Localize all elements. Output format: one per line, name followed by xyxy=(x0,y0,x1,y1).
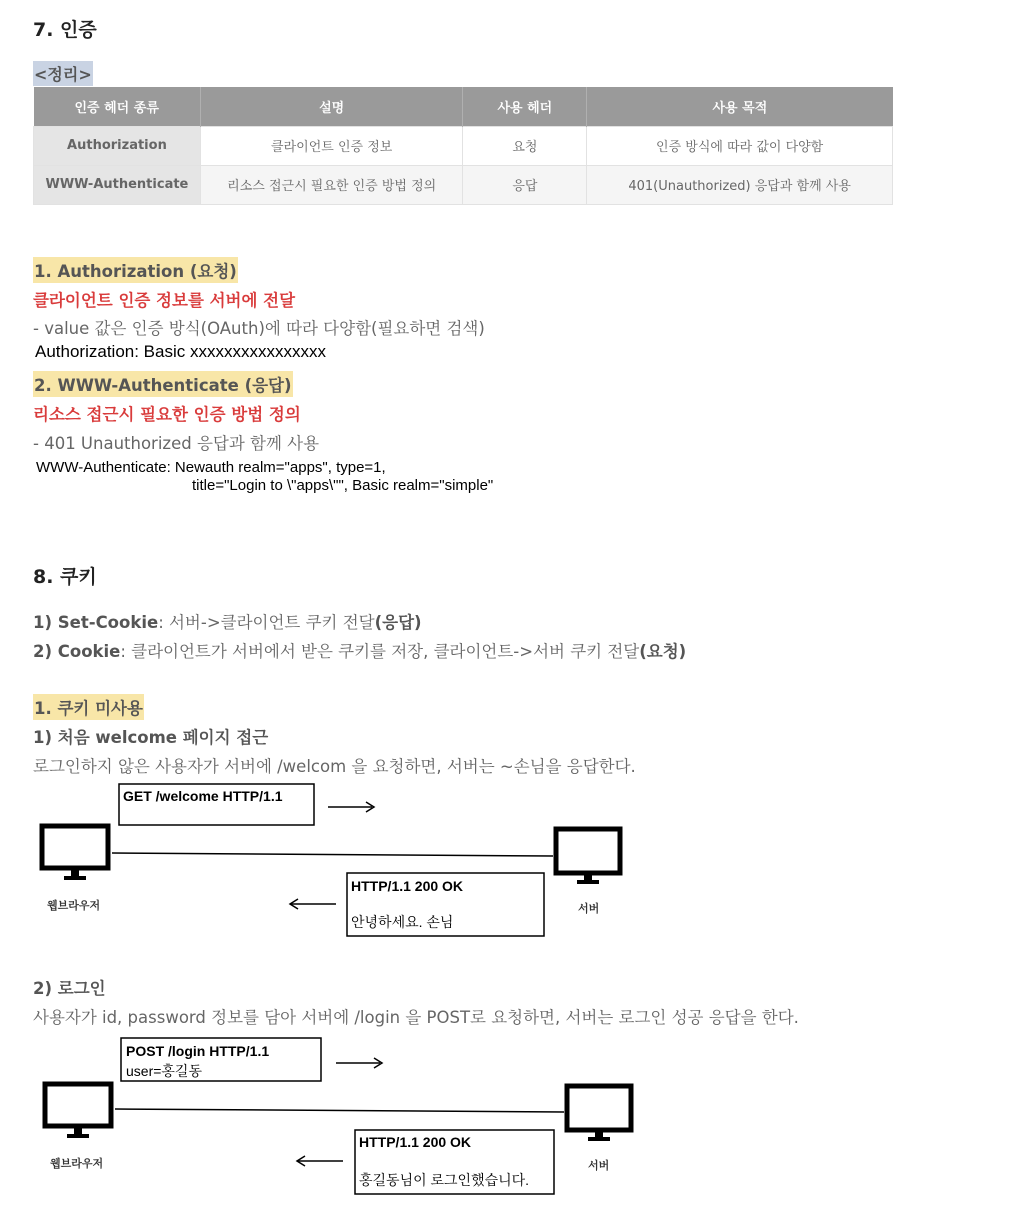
table-row xyxy=(34,126,893,165)
table-cell: 리소스 접근시 필요한 인증 방법 정의 xyxy=(200,165,463,204)
table-header: 사용 헤더 xyxy=(463,87,587,126)
client-monitor-icon xyxy=(42,826,108,880)
response-status-text: HTTP/1.1 200 OK xyxy=(351,878,464,894)
table-header: 인증 헤더 종류 xyxy=(34,87,201,126)
welcome-request-diagram xyxy=(0,780,700,940)
auth-header-table xyxy=(33,87,893,205)
table-header: 설명 xyxy=(200,87,463,126)
response-body-text: 안녕하세요. 손님 xyxy=(351,914,454,930)
table-header-row xyxy=(34,87,893,126)
table-row xyxy=(34,165,893,204)
table-cell: Authorization xyxy=(34,126,201,165)
cookie-line xyxy=(33,638,686,662)
client-label: 웹브라우저 xyxy=(47,899,101,912)
authorization-note: - value 값은 인증 방식(OAuth)에 따라 다양함(필요하면 검색) xyxy=(33,319,485,338)
step1-title: 1) 처음 welcome 페이지 접근 xyxy=(33,728,269,747)
server-label: 서버 xyxy=(588,1159,610,1172)
step2-title: 2) 로그인 xyxy=(33,979,106,998)
section-8-title: 8. 쿠키 xyxy=(33,566,97,588)
cookie-desc: : 클라이언트가 서버에서 받은 쿠키를 저장, 클라이언트->서버 쿠키 전달 xyxy=(120,642,640,661)
step1-desc: 로그인하지 않은 사용자가 서버에 /welcom 을 요청하면, 서버는 ~손님을 응답한다. xyxy=(33,757,636,776)
client-monitor-icon xyxy=(45,1084,111,1138)
response-status-text: HTTP/1.1 200 OK xyxy=(359,1134,472,1150)
section-7-title: 7. 인증 xyxy=(33,19,97,41)
table-cell: 클라이언트 인증 정보 xyxy=(200,126,463,165)
table-cell: 요청 xyxy=(463,126,587,165)
cookie-label: 2) Cookie xyxy=(33,642,121,661)
no-cookie-heading: 1. 쿠키 미사용 xyxy=(33,694,144,720)
www-authenticate-example-line2: title="Login to \"apps\"", Basic realm="simple" xyxy=(192,477,494,494)
connection-line xyxy=(115,1109,564,1112)
summary-tag: <정리> xyxy=(33,61,93,86)
set-cookie-label: 1) Set-Cookie xyxy=(33,613,159,632)
set-cookie-line xyxy=(33,609,422,633)
table-cell: 인증 방식에 따라 값이 다양함 xyxy=(587,126,893,165)
server-monitor-icon xyxy=(556,829,620,884)
set-cookie-tail: (응답) xyxy=(374,613,422,632)
www-authenticate-heading: 2. WWW-Authenticate (응답) xyxy=(33,371,293,397)
cookie-tail: (요청) xyxy=(639,642,687,661)
table-cell: 응답 xyxy=(463,165,587,204)
login-request-diagram xyxy=(0,1034,700,1204)
client-label: 웹브라우저 xyxy=(50,1157,104,1170)
www-authenticate-example-line1: WWW-Authenticate: Newauth realm="apps", type=1, xyxy=(36,459,386,476)
set-cookie-desc: : 서버->클라이언트 쿠키 전달 xyxy=(158,613,375,632)
response-body-text: 홍길동님이 로그인했습니다. xyxy=(359,1172,530,1188)
server-monitor-icon xyxy=(567,1086,631,1141)
table-cell: 401(Unauthorized) 응답과 함께 사용 xyxy=(587,165,893,204)
authorization-example: Authorization: Basic xxxxxxxxxxxxxxxx xyxy=(35,342,326,361)
server-label: 서버 xyxy=(578,902,600,915)
step2-desc: 사용자가 id, password 정보를 담아 서버에 /login 을 POST로 요청하면, 서버는 로그인 성공 응답을 한다. xyxy=(33,1008,799,1027)
authorization-heading: 1. Authorization (요청) xyxy=(33,257,238,283)
table-header: 사용 목적 xyxy=(587,87,893,126)
www-authenticate-note: - 401 Unauthorized 응답과 함께 사용 xyxy=(33,434,320,453)
www-authenticate-summary: 리소스 접근시 필요한 인증 방법 정의 xyxy=(33,405,301,424)
authorization-summary: 클라이언트 인증 정보를 서버에 전달 xyxy=(33,291,296,310)
request-text: GET /welcome HTTP/1.1 xyxy=(123,788,283,804)
table-cell: WWW-Authenticate xyxy=(34,165,201,204)
connection-line xyxy=(112,853,553,856)
request-body-text: user=홍길동 xyxy=(126,1063,202,1079)
request-text: POST /login HTTP/1.1 xyxy=(126,1043,270,1059)
